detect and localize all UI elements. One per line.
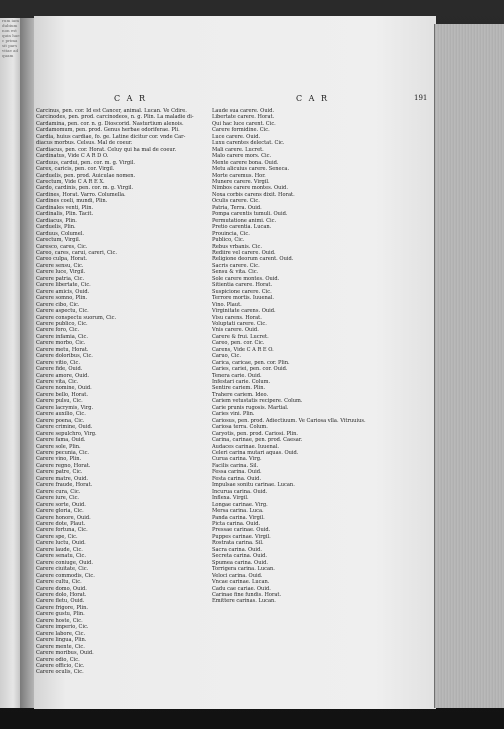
dictionary-entry-line: Cardamomum, pen. prod. Genus herbae odoriferae. Pli. [36, 127, 180, 134]
dictionary-entry-line: Sacris carere. Cic. [212, 262, 260, 269]
dictionary-entry-line: Carere odio, Cic. [36, 656, 80, 663]
dictionary-entry-line: Metu alicuius carere. Seneca. [212, 166, 290, 173]
dictionary-entry-line: Carere patria, Cic. [36, 275, 85, 282]
dictionary-entry-line: Carere nomine, Ouid. [36, 385, 92, 392]
dictionary-entry-line: Permutatione animi. Cic. [212, 217, 277, 224]
dictionary-entry-line: Carere cultu, Cic. [36, 579, 82, 586]
dictionary-entry-line: Puppes carinae. Virgil. [212, 533, 271, 540]
dictionary-entry-line: Curua carina. Virg. [212, 456, 262, 463]
dictionary-entry-line: Carere frigore, Plin. [36, 604, 89, 611]
dictionary-entry-line: Careo, cares, carui, careri, Cic. [36, 249, 117, 256]
dictionary-entry-line: Qui hac luce carent. Cic. [212, 120, 276, 127]
dictionary-entry-line: Carere matre, Ouid. [36, 475, 89, 482]
dictionary-entry-line: Cardinatus, Vide C A R D O. [36, 153, 109, 160]
dictionary-entry-line: Carere pulsu, Cic. [36, 398, 83, 405]
dictionary-entry-line: Cardiacus, Plin. [36, 217, 77, 224]
dictionary-entry-line: Veloci carina. Ouid. [212, 572, 263, 579]
dictionary-entry-line: Torrigera carina. Lucan. [212, 566, 275, 573]
dictionary-entry-line: Picta carina. Ouid. [212, 521, 261, 527]
dictionary-entry-line: Voluptati carere. Cic. [212, 320, 267, 327]
dictionary-entry-line: Fessa carina. Ouid. [212, 469, 262, 476]
dictionary-entry-line: Mersa carina. Luca. [212, 508, 264, 515]
dictionary-entry-line: Rediire vel carere. Ouid. [212, 249, 276, 256]
dictionary-entry-line: Carere somno, Plin. [36, 295, 88, 302]
dictionary-entry-line: Carectum, Vide C A R E X. [36, 178, 105, 185]
dictionary-entry-line: Carere gustu, Plin. [36, 611, 85, 618]
dictionary-entry-line: Vnis carere. Ouid. [212, 327, 259, 334]
dictionary-entry-line: Carere mente, Cic. [36, 643, 85, 650]
dictionary-entry-line: Carens, Vide C A R E O. [212, 346, 274, 353]
dictionary-entry-line: Carere cura, Cic. [36, 488, 81, 495]
dictionary-entry-line: Carduelis, pen. prod. Auiculae nomen. [36, 172, 136, 179]
left-text-column [36, 108, 208, 708]
dictionary-entry-line: Inflexa. Virgil. [212, 495, 249, 502]
dictionary-entry-line: Carere oculis, Cic. [36, 669, 84, 676]
dictionary-entry-line: Emittere carinas. Lucan. [212, 598, 276, 605]
dictionary-entry-line: Secreta carina. Ouid. [212, 553, 267, 560]
dictionary-entry-line: Carere fletu, Ouid. [36, 598, 85, 605]
dictionary-entry-line: Pompa carentis tumuli. Ouid. [212, 211, 288, 218]
dictionary-entry-line: Trahere cariem. Ideo. [212, 391, 269, 398]
dictionary-entry-line: Audaces carinae. Iuuenal. [212, 443, 280, 450]
dictionary-entry-line: Careo, pen. cor. Cic. [212, 340, 265, 347]
dictionary-entry-line: Carere honore, Ouid. [36, 514, 91, 521]
running-head-right: C A R [296, 94, 330, 103]
dictionary-entry-line: Carere sorte, Ouid. [36, 501, 86, 508]
dictionary-entry-line: Sole carere montes. Ouid. [212, 275, 280, 282]
dictionary-entry-line: Carere vitio, Cic. [36, 359, 80, 366]
dictionary-entry-line: Vncae carinae. Lucan. [212, 579, 270, 586]
dictionary-entry-line: Carere infamia, Cic. [36, 333, 89, 340]
dictionary-entry-line: Carex, caricis, pen. cor. Virgil. [36, 166, 115, 173]
dictionary-entry-line: Carere fama, Ouid. [36, 437, 86, 444]
dictionary-entry-line: Festa carina. Ouid. [212, 475, 262, 482]
dictionary-entry-line: Incurua carina. Ouid. [212, 488, 268, 495]
dictionary-entry-line: Caruo, Cic. [212, 353, 241, 360]
dictionary-entry-line: Carere & frui. Lucret. [212, 333, 269, 340]
dictionary-entry-line: Carere bello, Horat. [36, 391, 88, 398]
dictionary-entry-line: Carduus, cardui, pen. cor. m. g. Virgil. [36, 159, 135, 166]
dictionary-entry-line: Carere labore, Cic. [36, 630, 86, 637]
dictionary-entry-line: Carere ciuitate, Cic. [36, 566, 89, 573]
dictionary-entry-line: Mente carere bona. Ouid. [212, 159, 279, 166]
page-stack-edges [434, 24, 504, 708]
dictionary-entry-line: Caresco, cares, Cic. [36, 243, 88, 250]
dictionary-entry-line: Carere luce, Virgil. [36, 269, 86, 276]
dictionary-entry-line: Facilis carina. Sil. [212, 462, 259, 469]
dictionary-entry-line: Visu carens. Horat. [212, 314, 262, 321]
dictionary-entry-line: Sacra carina. Ouid. [212, 546, 262, 553]
dictionary-entry-line: Carduelis, Plin. [36, 224, 76, 231]
dictionary-entry-line: Nimbos carere montes. Ouid. [212, 185, 288, 192]
dictionary-entry-line: Carere vita, Cic. [36, 379, 79, 386]
dictionary-entry-line: Carere pecunia, Cic. [36, 450, 90, 457]
dictionary-entry-line: Cariosus, pen. prod. Adiectiuum. Ve Cariosa vlla. Vitruuius. [212, 417, 366, 424]
dictionary-entry-line: Oculis carere. Cic. [212, 198, 260, 205]
dictionary-entry-line: Carduus, Columel. [36, 230, 85, 237]
dictionary-entry-line: Suspicione carere. Cic. [212, 288, 272, 295]
dictionary-entry-line: Religione deorum carent. Ouid. [212, 256, 294, 263]
dictionary-entry-line: Carere domo, Ouid. [36, 585, 87, 592]
dictionary-entry-line: Cardiacus, pen. cor. Horat. Celuy qui ha mal de coeur. [36, 146, 177, 153]
dictionary-entry-line: Morte caremus. Hor. [212, 172, 266, 179]
dictionary-entry-line: Infestari carie. Colum. [212, 379, 271, 386]
dictionary-entry-line: Cardinales venti, Plin. [36, 204, 94, 211]
dictionary-entry-line: Mali carere. Lucret. [212, 146, 264, 153]
dictionary-entry-line: Carere foro, Cic. [36, 327, 80, 334]
dictionary-entry-line: Carere fraude, Horat. [36, 482, 93, 489]
dictionary-entry-line: Carere senatu, Cic. [36, 553, 86, 560]
dictionary-entry-line: Carere gloria, Cic. [36, 508, 84, 515]
dictionary-entry-line: Carere imperio, Cic. [36, 624, 89, 631]
dictionary-entry-line: Prouincia, Cic. [212, 230, 250, 237]
dictionary-entry-line: Longae carinae. Virg. [212, 501, 268, 508]
dictionary-entry-line: Carere coniuge, Ouid. [36, 559, 94, 566]
dictionary-entry-line: Carere formidine. Cic. [212, 127, 270, 134]
dictionary-entry-line: Panda carina. Virgil. [212, 514, 265, 521]
dictionary-entry-line: diacus morbus. Celsus. Mal de coeur. [36, 140, 133, 147]
dictionary-entry-line: Carere cibo, Cic. [36, 301, 80, 308]
dictionary-entry-line: Publico, Cic. [212, 237, 245, 244]
dictionary-entry-line: Pressae carinae. Ouid. [212, 527, 271, 534]
dictionary-entry-line: Sentire cariem. Plin. [212, 385, 266, 392]
dictionary-entry-line: Careo culpa, Horat. [36, 256, 88, 263]
dictionary-entry-line: Sensu & vita. Cic. [212, 269, 259, 276]
dictionary-entry-line: Carere poena, Cic. [36, 417, 85, 424]
dictionary-entry-line: Carere metu, Horat. [36, 346, 89, 353]
dictionary-entry-line: Carere sole, Plin. [36, 443, 81, 450]
dictionary-entry-line: Celeri carina mutari aquas. Ouid. [212, 450, 299, 457]
dictionary-entry-line: Carere dolo, Horat. [36, 591, 87, 598]
running-header [34, 94, 436, 106]
dictionary-entry-line: Cadu cae cariae. Ouid. [212, 585, 271, 592]
dictionary-entry-line: Vino. Plaut. [212, 301, 242, 308]
dictionary-entry-line: Carere publico, Cic. [36, 320, 88, 327]
dictionary-entry-line: Carere luctu, Ouid. [36, 540, 86, 547]
dictionary-entry-line: Carere iure, Cic. [36, 495, 80, 502]
dictionary-entry-line: Impulsae sonitu carinae. Lucan. [212, 482, 295, 489]
dictionary-entry-line: Carcinus, pen. cor. Id est Cancer, animal. Lucan. Ve Cdire. [36, 108, 187, 114]
dictionary-entry-line: Carere dote, Plaut. [36, 521, 86, 527]
dictionary-entry-line: Carere aspectu, Cic. [36, 308, 89, 315]
dictionary-entry-line: Carcinodes, pen. prod. carcinodeos, n. g. Plin. La maladie di- [36, 114, 194, 121]
dictionary-entry-line: Caryotis, pen. prod. Cariosi. Plin. [212, 430, 299, 437]
dictionary-entry-line: Rostrata carina. Sil. [212, 540, 264, 547]
dictionary-entry-line: Terrore mortis. Iuuenal. [212, 295, 275, 302]
dictionary-entry-line: Tenera carie. Ouid. [212, 372, 262, 379]
dictionary-entry-line: Pretio carentia. Lucan. [212, 224, 272, 231]
dictionary-entry-line: Carere libertate, Cic. [36, 282, 91, 289]
dictionary-entry-line: Carere morbo, Cic. [36, 340, 86, 347]
dictionary-entry-line: Carere regno, Horat. [36, 462, 91, 469]
dictionary-entry-line: Rebus vrbanis. Cic. [212, 243, 262, 250]
dictionary-entry-line: Cardines, Horat. Varro. Columella. [36, 191, 126, 198]
dictionary-entry-line: Carere officio, Cic. [36, 662, 85, 669]
dictionary-entry-line: Cardia, huius cardiae, fo. ge. Latine dicitur cor. vnde Car- [36, 133, 186, 140]
dictionary-entry-line: Carere lingua, Plin. [36, 637, 87, 644]
dictionary-entry-line: Laude sua carere. Ouid. [212, 108, 275, 114]
dictionary-entry-line: Carere spe, Cic. [36, 533, 78, 540]
dictionary-entry-line: Luce carere. Ouid. [212, 133, 261, 140]
dictionary-entry-line: Carina, carinae, pen. prod. Caesar. [212, 437, 303, 444]
dictionary-entry-line: Spumea carina. Ouid. [212, 559, 269, 566]
dictionary-entry-line: Malo carere mors. Cic. [212, 153, 272, 160]
page-number: 191 [414, 94, 428, 102]
dictionary-entry-line: Libertate carere. Horat. [212, 114, 275, 121]
dictionary-entry-line: Carinae fine fundis. Horat. [212, 591, 282, 598]
dictionary-entry-line: Cariosa terra. Colum. [212, 424, 268, 431]
dictionary-entry-line: Sitientia carere. Horat. [212, 282, 273, 289]
dictionary-entry-line: Cardines coeli, mundi, Plin. [36, 198, 108, 205]
dictionary-entry-line: Carere crimine, Ouid. [36, 424, 93, 431]
dictionary-entry-line: Carere auxilio, Cic. [36, 411, 86, 418]
dictionary-page [34, 16, 436, 709]
dictionary-entry-line: Carere laude, Cic. [36, 546, 83, 553]
dictionary-entry-line: Munere carere. Virgil. [212, 178, 270, 185]
dictionary-entry-line: Cardamina, pen. cor. n. g. Dioscorid. Nasturtium alenois. [36, 120, 184, 127]
dictionary-entry-line: Caries vini. Plin. [212, 411, 255, 418]
dictionary-entry-line: Carere hoste, Cic. [36, 617, 83, 624]
dictionary-entry-line: Carere moribus, Ouid. [36, 650, 94, 657]
right-text-column [212, 108, 430, 708]
left-page-fragment: rum iam dubium non est quin haec prima sit pars vitae ad quam [2, 18, 20, 58]
dictionary-entry-line: Cariem vetustatis recipere. Colum. [212, 398, 303, 405]
dictionary-entry-line: Carere sensu, Cic. [36, 262, 84, 269]
dictionary-entry-line: Carere amicis, Ouid. [36, 288, 90, 295]
dictionary-entry-line: Luxu carentes delectat. Cic. [212, 140, 285, 147]
dictionary-entry-line: Carica, caricae, pen. cor. Plin. [212, 359, 290, 366]
dictionary-entry-line: Virginitate carens. Ouid. [212, 308, 276, 315]
dictionary-entry-line: Carere doloribus, Cic. [36, 353, 93, 360]
dictionary-entry-line: Cardo, cardinis, pen. cor. m. g. Virgil. [36, 185, 134, 192]
dictionary-entry-line: Patria, Terra. Ouid. [212, 204, 262, 211]
dictionary-entry-line: Cardinalis, Plin. Tacit. [36, 211, 94, 218]
dictionary-entry-line: Carere patre, Cic. [36, 469, 83, 476]
dictionary-entry-line: Carie prunis rugosis. Martial. [212, 404, 289, 411]
dictionary-entry-line: Carere fide, Ouid. [36, 366, 83, 373]
dictionary-entry-line: Carere commodis, Cic. [36, 572, 95, 579]
dictionary-entry-line: Carere fortuna, Cic. [36, 527, 88, 534]
dictionary-entry-line: Caries, cariei, pen. cor. Ouid. [212, 366, 288, 373]
dictionary-entry-line: Carectum, Virgil. [36, 237, 81, 244]
dictionary-entry-line: Carere vino, Plin. [36, 456, 82, 463]
dictionary-entry-line: Carere sepulchro, Virg. [36, 430, 97, 437]
dictionary-entry-line: Noxa corbis carens dixit. Horat. [212, 191, 295, 198]
running-head-left: C A R [114, 94, 148, 103]
dictionary-entry-line: Carere conspectu suorum, Cic. [36, 314, 117, 321]
dictionary-entry-line: Carere lacrymis, Virg. [36, 404, 94, 411]
dictionary-entry-line: Carere amore, Ouid. [36, 372, 90, 379]
